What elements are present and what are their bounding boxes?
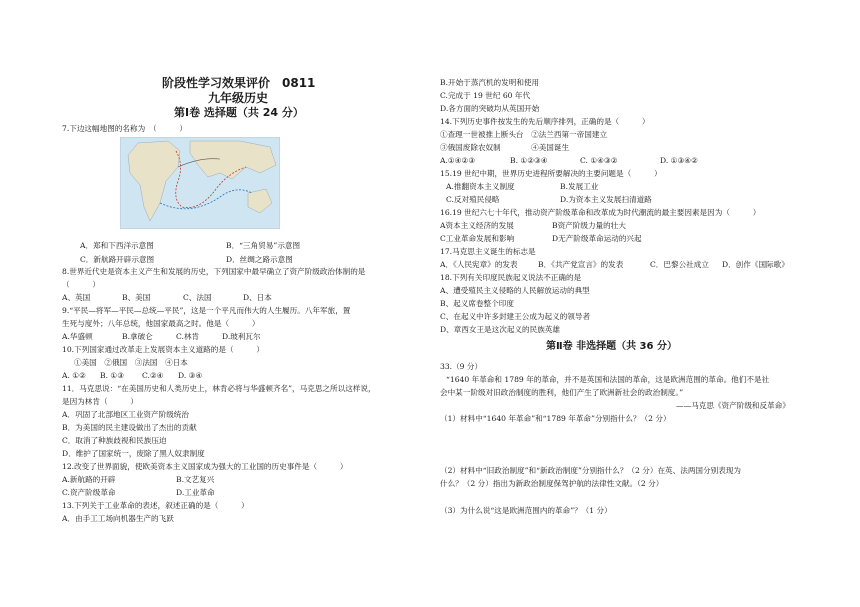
q18-option-b: B、起义席卷整个印度 [440, 299, 514, 308]
q14-statements-1: ①查理一世被推上断头台 ②法兰西第一帝国建立 [440, 130, 608, 139]
q33-sub-2b: 什么？（2 分）指出为新政治制度保驾护航的法律性文献。（2 分） [440, 479, 664, 488]
q9-option: D.玻利瓦尔 [222, 332, 261, 341]
q11-line2: 是因为林肯（ ） [62, 397, 138, 406]
q13: 13.下列关于工业革命的表述，叙述正确的是（ ） [62, 501, 249, 510]
q16-option: A资本主义经济的发展 [440, 221, 514, 230]
q13-option-d: D.各方面的突破均从英国开始 [440, 104, 540, 113]
q15-option: C.反对殖民侵略 [446, 195, 500, 204]
q14-option: C. ①④③② [580, 156, 618, 165]
q11-option-c: C．取消了种族歧视和民族压迫 [62, 436, 167, 445]
q7-option-a: A．郑和下西洋示意图 [80, 241, 154, 250]
q33-material-1: “1640 年革命和 1789 年的革命，并不是英国和法国的革命，这是欧洲范围的革命。他们不是社 [446, 375, 770, 384]
q10-option: C.②④ [142, 371, 164, 380]
q12-option: B.文艺复兴 [176, 475, 215, 484]
q8: 8.世界近代史是资本主义产生和发展的历史，下列国家中最早确立了资产阶级政治体制的是 [62, 267, 366, 276]
q13-option-b: B.开始于蒸汽机的发明和使用 [440, 78, 540, 87]
q33-material-2: 会中某一阶级对旧政治制度的胜利，他们产生了欧洲新社会的政治制度。” [440, 388, 684, 397]
q16-option: C工业革命发展和影响 [440, 234, 515, 243]
q33-sub-1: （1）材料中“1640 年革命”和“1789 年革命”分别指什么？（2 分） [440, 414, 671, 423]
q12-option: D.工业革命 [176, 488, 215, 497]
q33-sub-2a: （2）材料中“旧政治制度”和“新政治制度”分别指什么？（2 分）在英、法两国分别表现为 [440, 466, 741, 475]
q18-option-a: A、遭受殖民主义侵略的人民解放运动的典型 [440, 286, 590, 295]
q8-option: A、英国 [62, 293, 91, 302]
exam-subject: 九年级历史 [208, 91, 269, 105]
q14-option: B. ①②③④ [510, 156, 548, 165]
q15-option: B.发展工业 [560, 182, 599, 191]
q33-source: ——马克思《资产阶级和反革命》 [676, 401, 790, 410]
q12: 12.改变了世界面貌，使欧美资本主义国家成为强大的工业国的历史事件是（ ） [62, 462, 348, 471]
q14: 14.下列历史事件按发生的先后顺序排列，正确的是（ ） [440, 117, 650, 126]
q12-option: C.资产阶级革命 [62, 488, 116, 497]
q11: 11．马克思说：“在美国历史和人类历史上，林肯必将与华盛顿齐名”，马克思之所以这样说， [62, 384, 376, 393]
q17-option: D．创作《国际歌》 [722, 260, 789, 269]
q9: 9.“平民—将军—平民—总统—平民”，这是一个平凡而伟大的人生履历。八年军旅，置 [62, 306, 351, 315]
q13-option-a: A．由手工工场向机器生产的飞跃 [62, 514, 174, 523]
q11-option-d: D．维护了国家统一，废除了黑人奴隶制度 [62, 449, 205, 458]
q8-option: B、美国 [122, 293, 151, 302]
q15: 15.19 世纪中期，世界历史进程所要解决的主要问题是（ ） [440, 169, 662, 178]
q16: 16.19 世纪六七十年代，推动资产阶级革命和改革成为时代潮流的最主要因素是因为（ ） [440, 208, 761, 217]
q14-statements-2: ③俄国废除农奴制 ④美国诞生 [440, 143, 570, 152]
exam-title: 阶段性学习效果评价 0811 [162, 76, 316, 90]
q16-option: B资产阶级力量的壮大 [552, 221, 626, 230]
q33-sub-3: （3）为什么说“这是欧洲范围内的革命”？（1 分） [440, 506, 612, 515]
q10-option: A. ①② [62, 371, 86, 380]
q7-option-b: B．“三角贸易”示意图 [226, 241, 301, 250]
q17: 17.马克思主义诞生的标志是 [440, 247, 536, 256]
q18: 18.下列有关印度民族起义说法不正确的是 [440, 273, 582, 282]
part2-heading: 第Ⅱ卷 非选择题（共 36 分） [546, 341, 677, 352]
q14-option: D. ①③④② [660, 156, 698, 165]
q10-statements: ①美国 ②俄国 ③法国 ④日本 [74, 358, 188, 367]
q12-option: A.新航路的开辟 [62, 475, 116, 484]
q14-option: A.①④②③ [440, 156, 476, 165]
q18-option-d: D、章西女王是这次起义的民族英雄 [440, 325, 560, 334]
q33: 33.（9 分） [440, 362, 483, 371]
q9-option: A.华盛顿 [62, 332, 93, 341]
q13-option-c: C.完成于 19 世纪 60 年代 [440, 91, 531, 100]
q7-option-d: D．丝绸之路示意图 [226, 255, 293, 264]
route-map-image [120, 137, 280, 229]
q16-option: D无产阶级革命运动的兴起 [552, 234, 642, 243]
q9-option: B.拿破仑 [122, 332, 153, 341]
q15-option: D.为资本主义发展扫清道路 [560, 195, 652, 204]
q17-option: B．《共产党宣言》的发表 [538, 260, 624, 269]
part1-heading: 第Ⅰ卷 选择题（共 24 分） [174, 106, 304, 119]
q10-option: D. ③④ [178, 371, 203, 380]
q9-line2: 生死与度外；八年总统，他国家最高之时。他是（ ） [62, 319, 260, 328]
q7: 7.下边这幅地图的名称为 （ ） [62, 124, 187, 133]
q9-option: C.林肯 [176, 332, 200, 341]
q17-option: A．《人民宪章》的发表 [440, 260, 518, 269]
q15-option: A.推翻资本主义制度 [446, 182, 515, 191]
q11-option-a: A．巩固了北部地区工业资产阶级统治 [62, 410, 189, 419]
q11-option-b: B．为美国的民主建设做出了杰出的贡献 [62, 423, 197, 432]
q8-paren: （ ） [62, 280, 100, 289]
q8-option: C、法国 [183, 293, 212, 302]
q7-option-c: C．新航路开辟示意图 [80, 255, 155, 264]
q10: 10.下列国家通过改革走上发展资本主义道路的是（ ） [62, 345, 264, 354]
q18-option-c: C、在起义中许多封建王公成为起义的领导者 [440, 312, 591, 321]
q10-option: B. ①③ [100, 371, 125, 380]
q8-option: D、日本 [243, 293, 272, 302]
q17-option: C．巴黎公社成立 [650, 260, 709, 269]
